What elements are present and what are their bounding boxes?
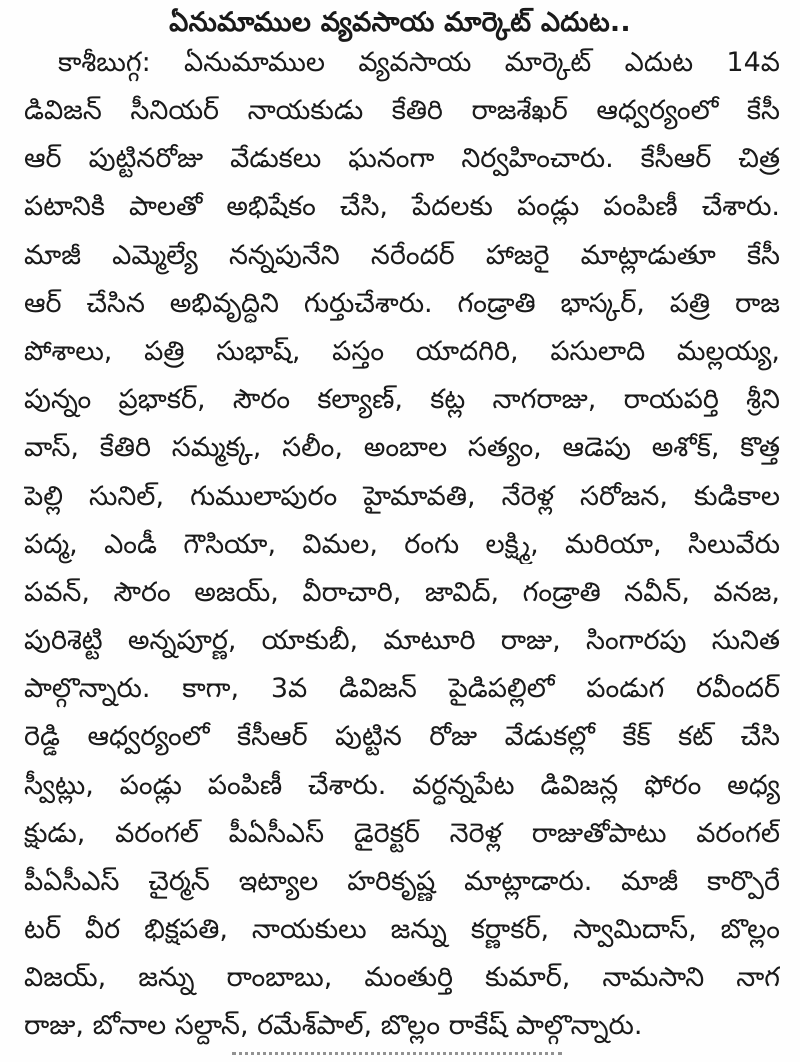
article-line: డివిజన్ సీనియర్ నాయకుడు కేతిరి రాజశేఖర్ ఆధ్వర్యంలో కేసీ xyxy=(24,95,780,126)
article-line: రెడ్డి ఆధ్వర్యంలో కేసీఆర్ పుట్టిన రోజు వేడుకల్లో కేక్ కట్ చేసి xyxy=(24,721,780,752)
article-line: స్వీట్లు, పండ్లు పంపిణీ చేశారు. వర్ధన్నపేట డివిజన్ల ఫోరం అధ్య xyxy=(24,770,780,801)
article-line: రాజు, బోనాల సల్దాన్, రమేశ్‌పాల్, బొల్లం రాకేష్ పాల్గొన్నారు. xyxy=(24,1010,643,1041)
article-line: కాశీబుగ్గ: ఏనుమాముల వ్యవసాయ మార్కెట్ ఎదుట 14వ xyxy=(58,47,780,78)
article-line: పున్నం ప్రభాకర్, సౌరం కల్యాణ్, కట్ల నాగరాజు, రాయపర్తి శ్రీని xyxy=(24,384,780,415)
article-line: టర్ వీర భిక్షపతి, నాయకులు జన్ను కర్ణాకర్, స్వామిదాస్, బొల్లం xyxy=(24,914,780,945)
article-line: పోశాలు, పత్రి సుభాష్, పస్తం యాదగిరి, పసులాది మల్లయ్య, xyxy=(24,336,780,367)
article-line: పవన్, సౌరం అజయ్, వీరాచారి, జావిద్, గండ్రాతి నవీన్, వనజ, xyxy=(24,577,780,608)
article-line: వాస్, కేతిరి సమ్మక్క, సలీం, అంబాల సత్యం, ఆడెపు అశోక్, కొత్త xyxy=(24,432,780,463)
article-line: పటానికి పాలతో అభిషేకం చేసి, పేదలకు పండ్లు పంపిణీ చేశారు. xyxy=(24,191,780,222)
article-line: పద్మ, ఎండీ గౌసియా, విమల, రంగు లక్ష్మి, మరియా, సిలువేరు xyxy=(24,529,780,560)
article-line: మాజీ ఎమ్మెల్యే నన్నపునేని నరేందర్ హాజరై మాట్లాడుతూ కేసీ xyxy=(24,240,780,271)
article-line: పాల్గొన్నారు. కాగా, 3వ డివిజన్ పైడిపల్లిలో పండుగ రవీందర్ xyxy=(24,673,780,704)
article-line: ఆర్ చేసిన అభివృద్ధిని గుర్తుచేశారు. గండ్రాతి భాస్కర్, పత్రి రాజ xyxy=(24,288,780,319)
article-line: ఆర్ పుట్టినరోజు వేడుకలు ఘనంగా నిర్వహించారు. కేసీఆర్ చిత్ర xyxy=(24,143,780,174)
article-line: విజయ్, జన్ను రాంబాబు, మంతుర్తి కుమార్, నామసాని నాగ xyxy=(24,962,780,993)
article-line: క్షుడు, వరంగల్ పీఏసీఎస్ డైరెక్టర్ నెరెళ్ల రాజుతోపాటు వరంగల్ xyxy=(24,818,780,849)
article-line: పెల్లి సునిల్, గుములాపురం హైమావతి, నేరెళ్ల సరోజన, కుడికాల xyxy=(24,481,780,512)
cropped-next-heading xyxy=(0,1046,800,1062)
article-headline: ఏనుమాముల వ్యవసాయ మార్కెట్ ఎదుట.. xyxy=(169,7,631,38)
cropped-text-remnant xyxy=(232,1052,562,1062)
article-line: పురిశెట్టి అన్నపూర్ణ, యాకుబీ, మాటూరి రాజు, సింగారపు సునిత xyxy=(24,625,780,656)
article-line: పీఏసీఎస్ చైర్మన్ ఇట్యాల హరికృష్ణ మాట్లాడారు. మాజీ కార్పొరే xyxy=(24,866,780,897)
